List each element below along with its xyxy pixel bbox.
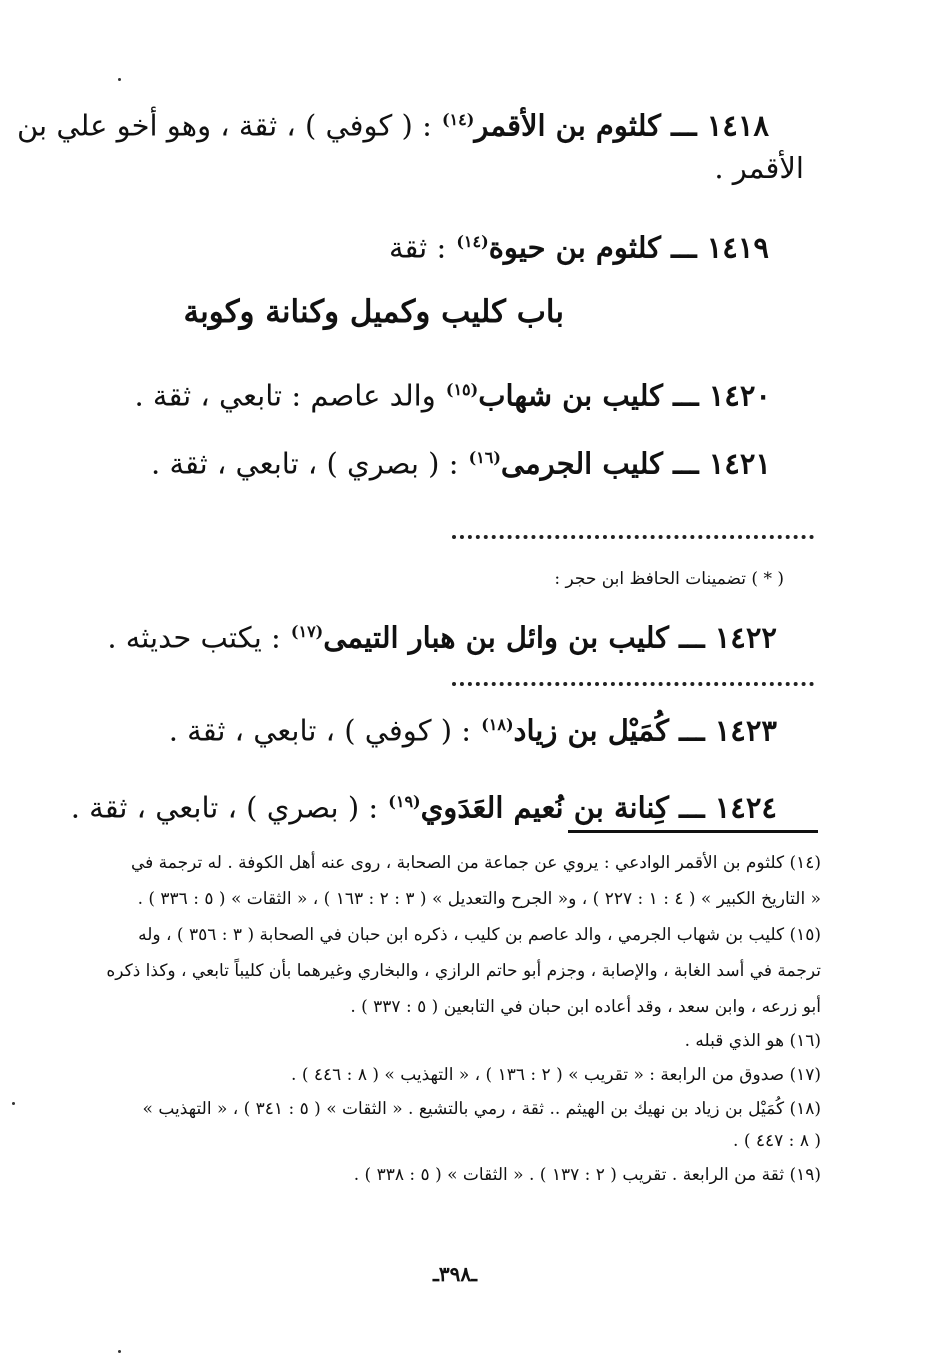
entry-number: ١٤٢٢ bbox=[714, 620, 777, 655]
entry-number: ١٤٢٣ bbox=[714, 713, 777, 748]
dotted-separator bbox=[452, 682, 814, 686]
footnote-14-line-1: (١٤) كلثوم بن الأقمر الوادعي : يروي عن جماعة من الصحابة ، روى عنه أهل الكوفة . له ترجمة في bbox=[130, 853, 821, 873]
entry-dash: ـــ bbox=[660, 108, 697, 143]
entry-name: كِنانة بن نُعيم العَدَوي bbox=[420, 790, 669, 825]
entry-description: : ( بصري ) ، تابعي ، ثقة . bbox=[70, 790, 379, 825]
entry-description: : ( كوفي ) ، ثقة ، وهو أخو علي بن bbox=[16, 108, 432, 143]
footnote-17: (١٧) صدوق من الرابعة : « تقريب » ( ٢ : ١٣٦ ) ، « التهذيب » ( ٨ : ٤٤٦ ) . bbox=[291, 1065, 821, 1085]
footnote-ref: (١٤) bbox=[456, 232, 489, 251]
entry-1419 bbox=[209, 222, 769, 268]
footnote-15-line-3: أبو زرعه ، وابن سعد ، وقد أعاده ابن حبان في التابعين ( ٥ : ٣٣٧ ) . bbox=[350, 997, 821, 1017]
footnote-ref: (١٤) bbox=[441, 110, 475, 129]
entry-number: ١٤١٩ bbox=[706, 230, 769, 265]
entry-description-continuation: الأقمر . bbox=[714, 151, 804, 185]
footnote-18-line-1: (١٨) كُمَيْل بن زياد بن نهيك بن الهيثم .. ثقة ، رمي بالتشيع . « الثقات » ( ٥ : ٣٤١ ) ، « التهذيب » bbox=[142, 1099, 821, 1119]
entry-name: كلثوم بن حيوة bbox=[488, 230, 661, 265]
scan-speck bbox=[118, 78, 121, 81]
entry-1420 bbox=[134, 370, 771, 416]
entry-dash: ـــ bbox=[662, 378, 699, 413]
footnote-16: (١٦) هو الذي قبله . bbox=[684, 1031, 821, 1051]
entry-name: كُمَيْل بن زياد bbox=[513, 713, 669, 748]
entry-dash: ـــ bbox=[662, 446, 699, 481]
entry-number: ١٤٢١ bbox=[708, 446, 771, 481]
entry-description: : ثقة bbox=[388, 230, 447, 265]
footnote-ref: (١٦) bbox=[468, 448, 501, 467]
insert-note: ( * ) تضمينات الحافظ ابن حجر : bbox=[554, 569, 784, 589]
footnote-rule bbox=[568, 830, 818, 833]
footnote-ref: (١٧) bbox=[290, 622, 324, 641]
entry-number: ١٤٢٠ bbox=[708, 378, 771, 413]
entry-dash: ـــ bbox=[668, 790, 705, 825]
entry-number: ١٤١٨ bbox=[706, 108, 769, 143]
section-heading: باب كليب وكميل وكنانة وكوبة bbox=[183, 294, 564, 330]
footnote-ref: (١٥) bbox=[445, 380, 479, 399]
entry-1424 bbox=[70, 782, 777, 828]
footnote-ref: (١٩) bbox=[388, 792, 421, 811]
entry-1421 bbox=[151, 438, 771, 484]
entry-name: كليب الجرمى bbox=[500, 446, 663, 481]
entry-description: والد عاصم : تابعي ، ثقة . bbox=[134, 378, 436, 413]
entry-name: كليب بن وائل بن هبار التيمى bbox=[323, 620, 669, 655]
footnote-15-line-2: ترجمة في أسد الغابة ، والإصابة ، وجزم أبو حاتم الرازي ، والبخاري وغيرهما بأن كليباً تابعي ، وكذا ذكره bbox=[106, 961, 821, 981]
entry-name: كليب بن شهاب bbox=[478, 378, 663, 413]
scan-speck bbox=[118, 1350, 121, 1353]
entry-1418 bbox=[16, 100, 769, 146]
dotted-separator bbox=[452, 535, 814, 539]
entry-1418-continuation bbox=[504, 148, 804, 188]
footnote-19: (١٩) ثقة من الرابعة . تقريب ( ٢ : ١٣٧ ) . « الثقات » ( ٥ : ٣٣٨ ) . bbox=[353, 1165, 821, 1185]
footnote-18-line-2: ( ٨ : ٤٤٧ ) . bbox=[733, 1131, 821, 1151]
scan-speck bbox=[12, 1102, 15, 1105]
footnote-ref: (١٨) bbox=[481, 715, 514, 734]
entry-description: : ( بصري ) ، تابعي ، ثقة . bbox=[151, 446, 459, 481]
entry-dash: ـــ bbox=[668, 620, 705, 655]
entry-dash: ـــ bbox=[668, 713, 705, 748]
entry-dash: ـــ bbox=[660, 230, 697, 265]
footnote-14-line-2: « التاريخ الكبير » ( ٤ : ١ : ٢٢٧ ) ، و« الجرح والتعديل » ( ٣ : ٢ : ١٦٣ ) ، « الثقات » ( ٥ : ٣٣٦ ) . bbox=[137, 889, 821, 909]
entry-number: ١٤٢٤ bbox=[714, 790, 777, 825]
entry-1422 bbox=[97, 612, 777, 658]
entry-description: : يكتب حديثه . bbox=[107, 620, 281, 655]
page-number: ـ٣٩٨ـ bbox=[433, 1262, 477, 1286]
footnote-15-line-1: (١٥) كليب بن شهاب الجرمي ، والد عاصم بن كليب ، ذكره ابن حبان في الصحابة ( ٣ : ٣٥٦ ) ، وله bbox=[138, 925, 821, 945]
entry-description: : ( كوفي ) ، تابعي ، ثقة . bbox=[168, 713, 472, 748]
entry-1423 bbox=[137, 705, 777, 751]
entry-name: كلثوم بن الأقمر bbox=[474, 108, 661, 143]
